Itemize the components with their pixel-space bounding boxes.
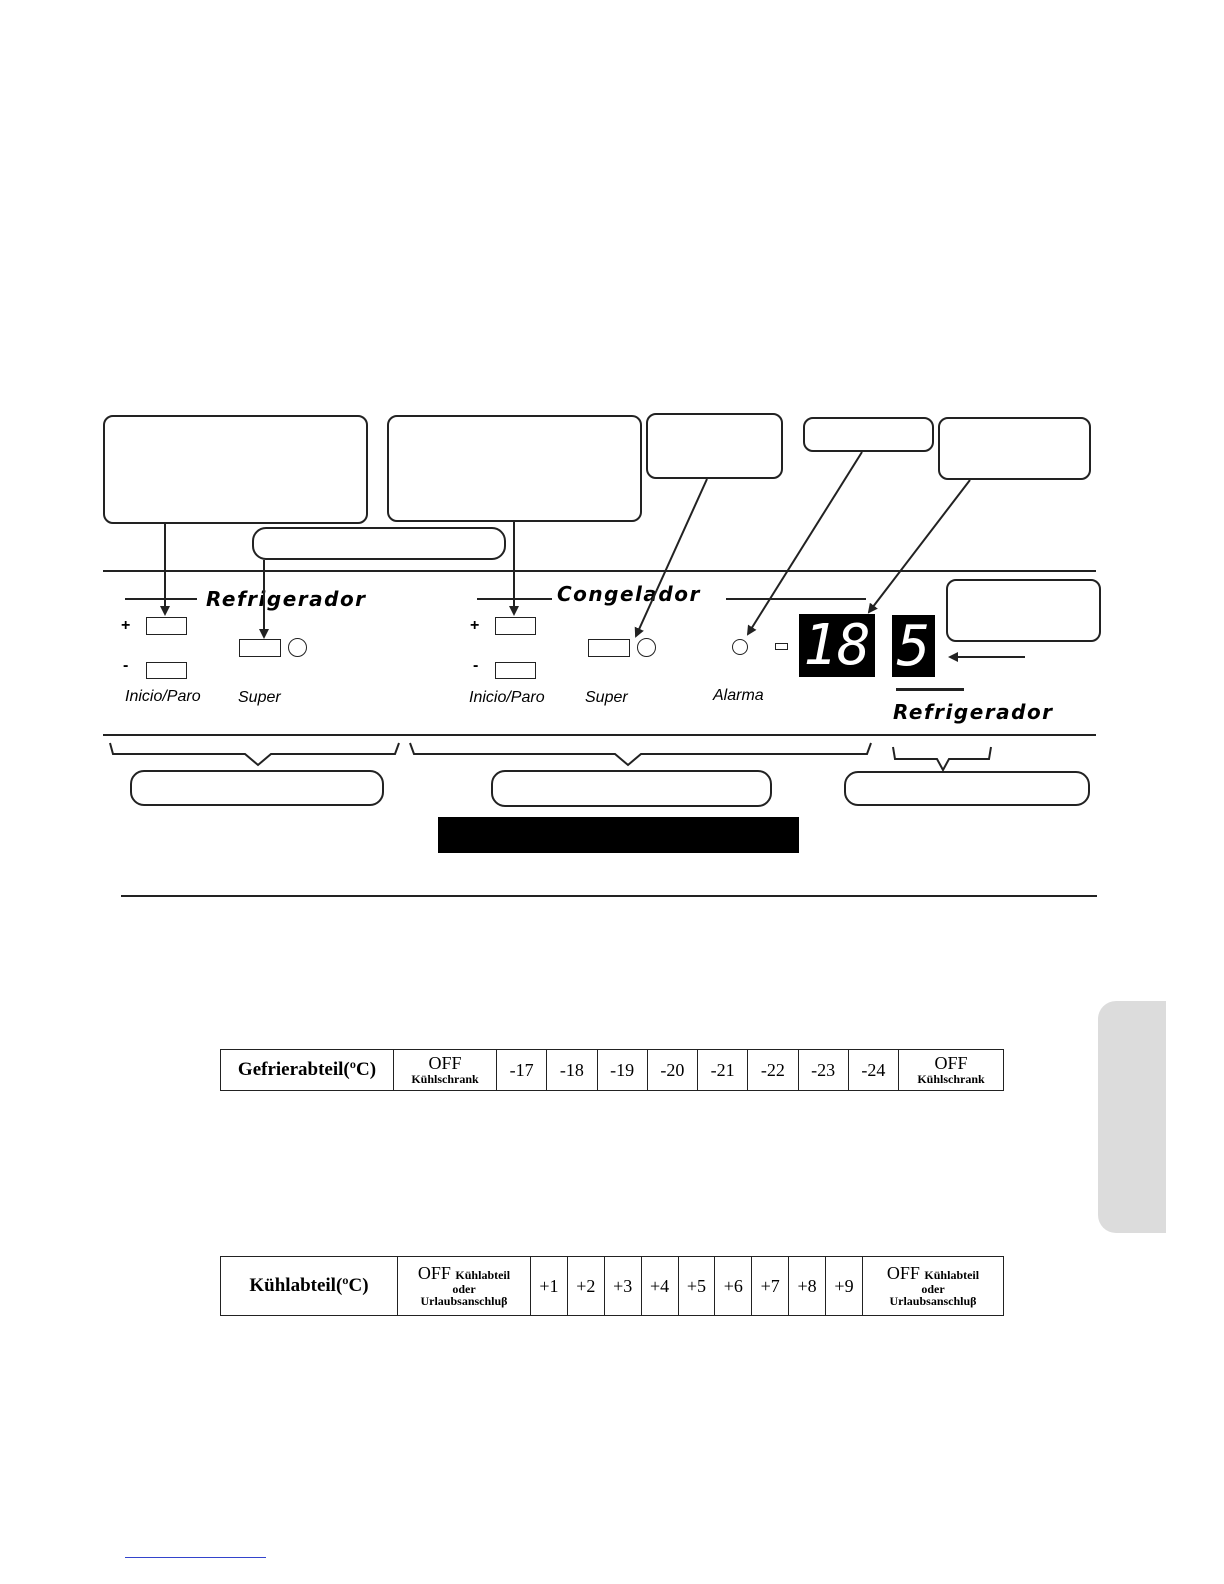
footer-underline [125,1557,266,1558]
fridge-table-header: Kühlabteil(ºC) [221,1257,398,1316]
temperature-display: 18 [799,614,875,677]
fridge-value-cell: +4 [641,1257,678,1316]
fridge-off-end-cell [863,1257,1004,1316]
fridge-off-end-sub3: Urlaubsanschluβ [889,1294,977,1309]
fridge-value-cell: +6 [715,1257,752,1316]
fridge-value-cell: +7 [752,1257,789,1316]
alarm-label: Alarma [713,687,764,704]
fridge-off-end-sub2: oder [921,1281,945,1296]
fridge-off-sub1: Kühlabteil [455,1267,511,1282]
fridge-minus-sign: - [123,657,129,674]
freezer-off-end-label: OFF [934,1053,968,1074]
mode-display: 5 [892,615,935,677]
fridge-start-stop-label: Inicio/Paro [125,688,201,705]
freezer-off-end-cell [899,1050,1004,1091]
freezer-value-cell: -17 [497,1050,547,1091]
freezer-value-cell: -23 [798,1050,848,1091]
freezer-value-cell: -18 [547,1050,597,1091]
freezer-section-title: Congelador [557,582,701,606]
freezer-value-cell: -19 [597,1050,647,1091]
fridge-value-cell: +5 [678,1257,715,1316]
fridge-value-cell: +2 [567,1257,604,1316]
freezer-off-cell [394,1050,497,1091]
freezer-value-cell: -20 [647,1050,697,1091]
fridge-off-sub2: oder [452,1281,476,1296]
fridge-super-label: Super [238,689,281,706]
fridge-value-cell: +8 [789,1257,826,1316]
fridge-off-end-line1 [863,1264,1003,1283]
freezer-minus-sign: - [473,657,479,674]
freezer-off-label: OFF [428,1053,462,1074]
freezer-off-sub: Kühlschrank [411,1072,479,1087]
fridge-off-sub3: Urlaubsanschluβ [420,1294,508,1309]
fridge-temperature-table [220,1256,1004,1316]
freezer-value-cell: -21 [698,1050,748,1091]
fridge-value-cell: +3 [604,1257,641,1316]
freezer-value-cell: -24 [848,1050,898,1091]
display-section-title: Refrigerador [893,700,1054,724]
fridge-off-line1 [398,1264,530,1283]
freezer-off-end-sub: Kühlschrank [917,1072,985,1087]
fridge-value-cell: +1 [531,1257,568,1316]
fridge-off-cell [398,1257,531,1316]
fridge-off-end-sub1: Kühlabteil [924,1267,980,1282]
freezer-plus-sign: + [470,617,480,634]
freezer-super-label: Super [585,689,628,706]
freezer-temperature-table [220,1049,1004,1091]
fridge-plus-sign: + [121,617,131,634]
fridge-off-label: OFF [417,1262,451,1283]
fridge-off-end-label: OFF [886,1262,920,1283]
fridge-value-cell: +9 [826,1257,863,1316]
freezer-start-stop-label: Inicio/Paro [469,689,545,706]
language-side-tab [1098,1001,1166,1233]
freezer-table-header: Gefrierabteil(ºC) [221,1050,394,1091]
fridge-section-title: Refrigerador [206,587,367,611]
freezer-value-cell: -22 [748,1050,798,1091]
